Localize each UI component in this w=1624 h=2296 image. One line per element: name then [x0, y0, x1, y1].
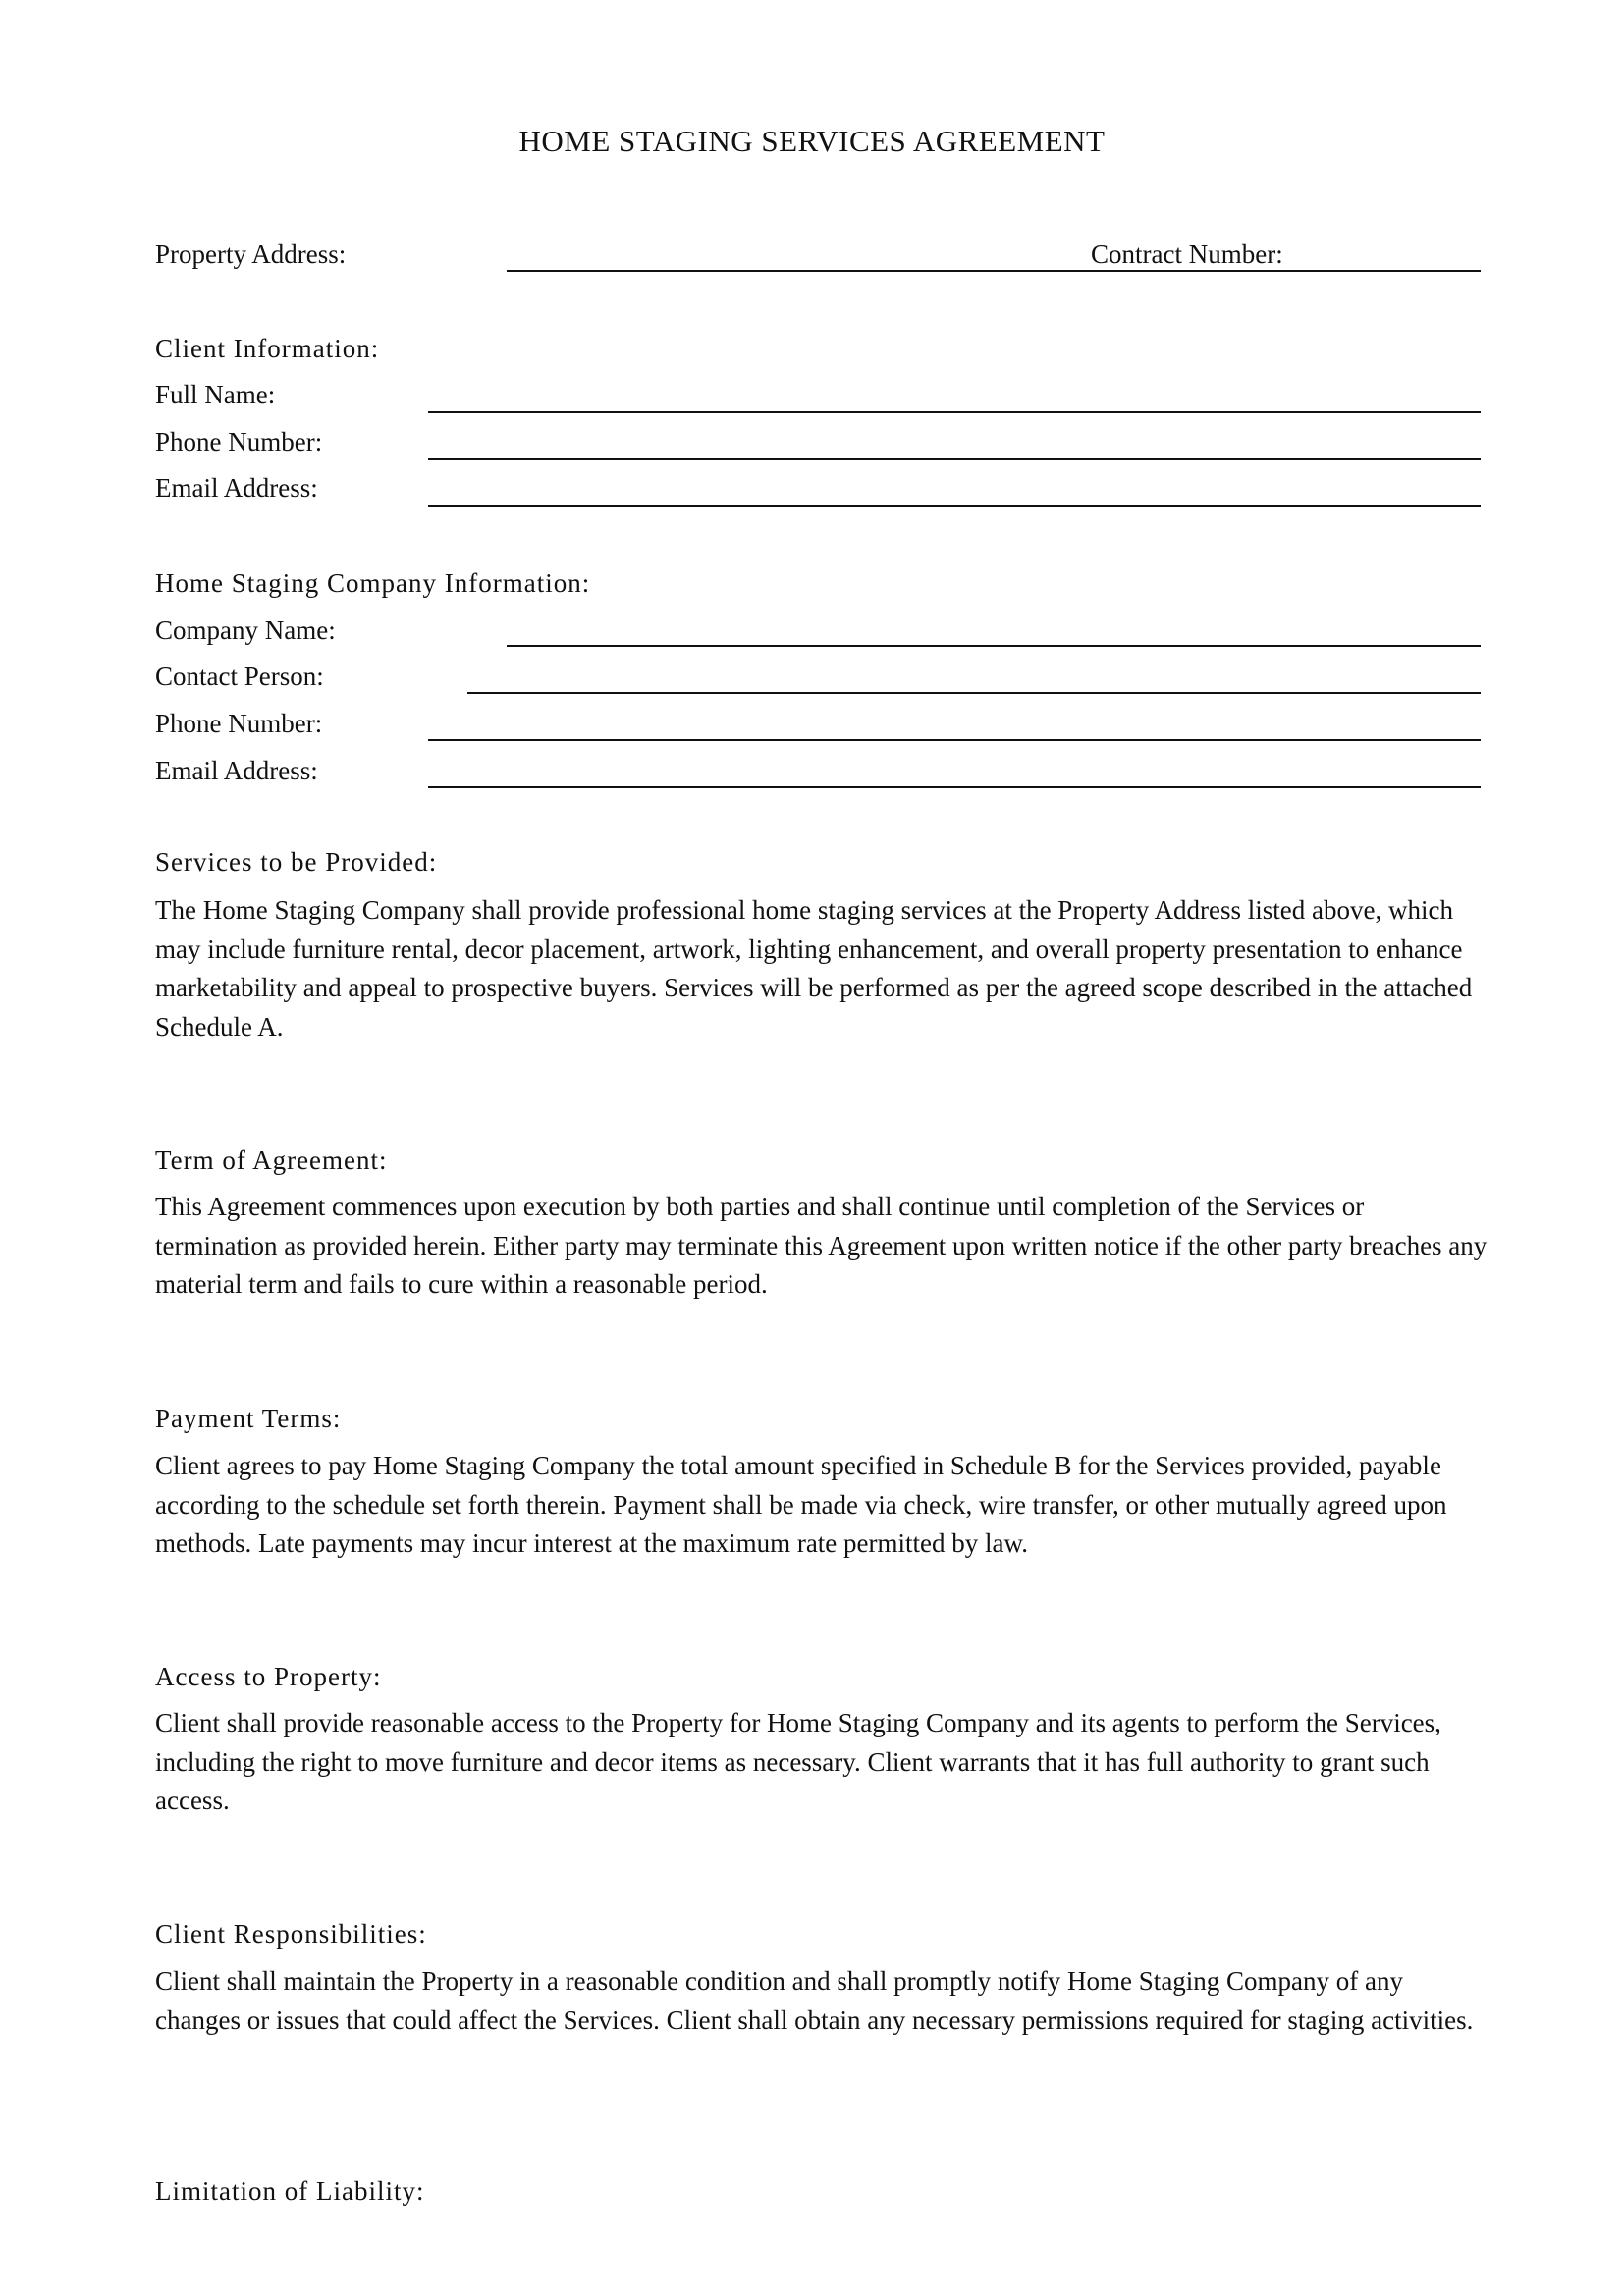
client-email-field[interactable] [428, 505, 1481, 507]
section-heading: Client Responsibilities: [155, 1919, 427, 1949]
document-title: HOME STAGING SERVICES AGREEMENT [518, 124, 1106, 158]
section-heading: Limitation of Liability: [155, 2176, 425, 2206]
company-email-field[interactable] [428, 786, 1481, 788]
property-address-label: Property Address: [155, 240, 347, 269]
client-full-name-field[interactable] [428, 411, 1481, 413]
section-heading: Access to Property: [155, 1662, 382, 1691]
contact-person-field[interactable] [467, 692, 1481, 694]
client-email-label: Email Address: [155, 473, 318, 503]
section-body: Client shall provide reasonable access to the Property for Home Staging Company and its agents to perform the Services, including the right to move furniture and decor items as necessary. Client warrants that it has full authority to grant such access. [155, 1708, 1441, 1816]
section-heading: Term of Agreement: [155, 1146, 388, 1175]
client-phone-label: Phone Number: [155, 427, 323, 456]
contact-person-label: Contact Person: [155, 662, 324, 691]
section-heading: Payment Terms: [155, 1404, 342, 1433]
contract-number-label: Contract Number: [1091, 239, 1289, 270]
company-phone-label: Phone Number: [155, 709, 323, 738]
company-name-label: Company Name: [155, 615, 336, 645]
company-info-heading: Home Staging Company Information: [155, 568, 591, 598]
company-name-field[interactable] [507, 645, 1481, 647]
client-phone-field[interactable] [428, 458, 1481, 460]
section-heading: Services to be Provided: [155, 847, 438, 877]
section-body: Client agrees to pay Home Staging Company the total amount specified in Schedule B for the Services provided, payable according to the schedule set forth therein. Payment shall be made via check, wire transfer, or other mutually agreed upon methods. Late payments may incur interest at the maximum rate permitted by law. [155, 1451, 1447, 1559]
section-body: This Agreement commences upon execution by both parties and shall continue until completion of the Services or termination as provided herein. Either party may terminate this Agreement upon written notice if the other party breaches any material term and fails to cure within a reasonable period. [155, 1192, 1488, 1300]
company-phone-field[interactable] [428, 739, 1481, 741]
client-info-heading: Client Information: [155, 334, 380, 363]
section-body: Client shall maintain the Property in a reasonable condition and shall promptly notify Home Staging Company of any changes or issues that could affect the Services. Client shall obtain any necessary permissions required for staging activities. [155, 1966, 1474, 2035]
property-address-field[interactable] [507, 270, 1481, 272]
company-email-label: Email Address: [155, 756, 318, 785]
client-full-name-label: Full Name: [155, 380, 276, 409]
section-body: The Home Staging Company shall provide professional home staging services at the Property Address listed above, which may include furniture rental, decor placement, artwork, lighting enhancement, and overall property presentation to enhance marketability and appeal to prospective buyers. Services will be performed as per the agreed scope described in the attached Schedule A. [155, 895, 1473, 1041]
